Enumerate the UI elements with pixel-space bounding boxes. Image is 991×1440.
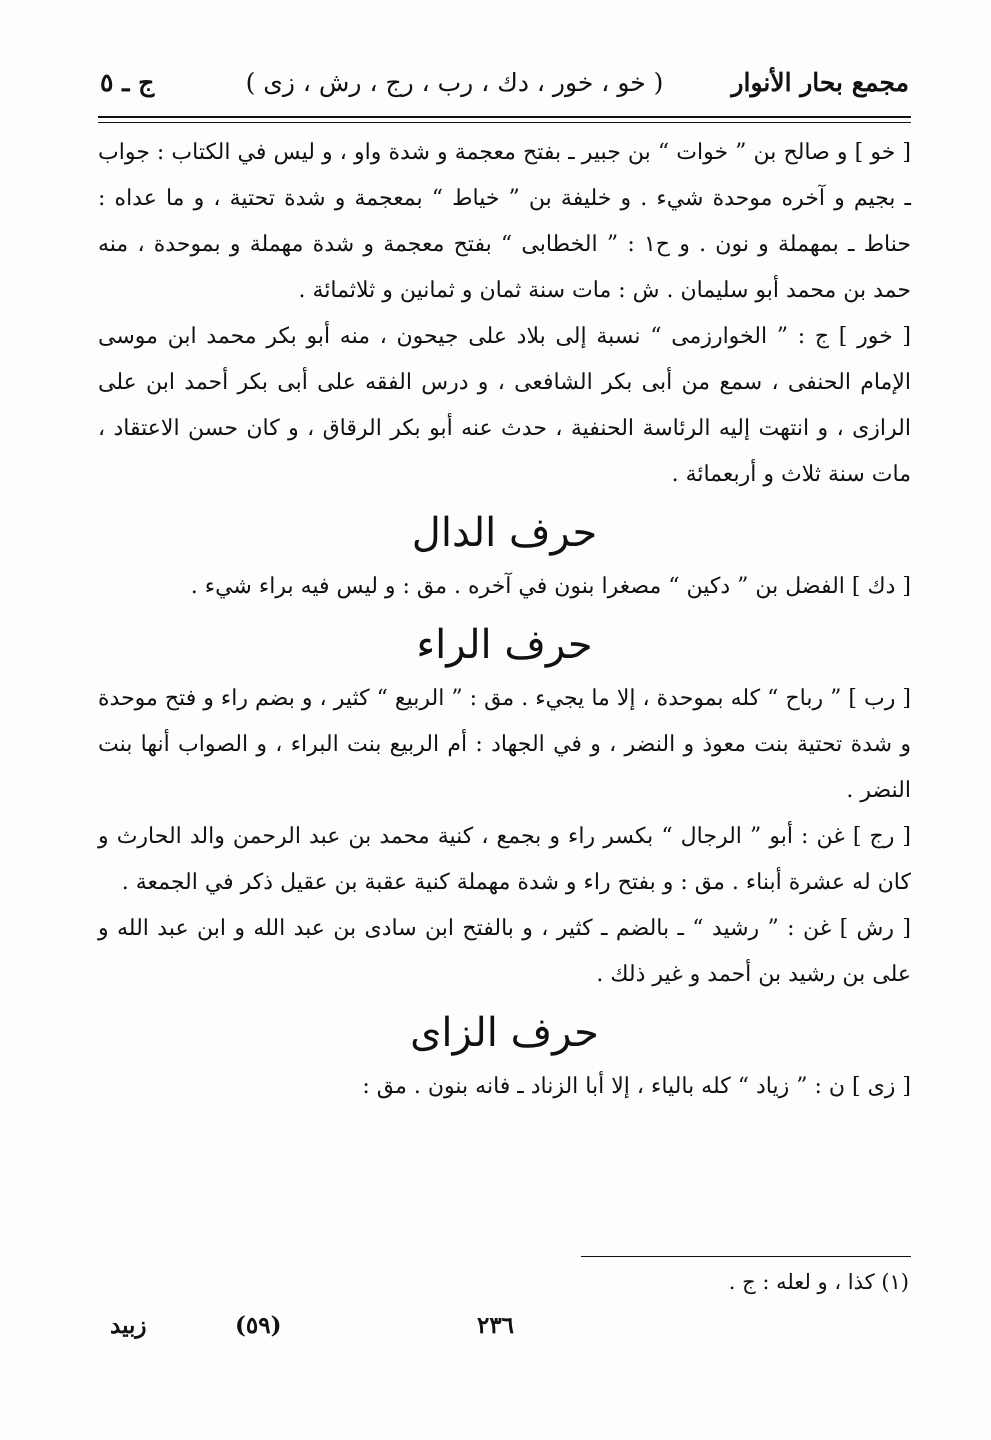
entries-range: ( خو ، خور ، دك ، رب ، رج ، رش ، زى ) xyxy=(245,67,664,97)
footnote-rule xyxy=(581,1256,911,1257)
paragraph-zay: [ زى ] ن : ” زياد “ كله بالياء ، إلا أبا الزناد ـ فانه بنون . مق : xyxy=(362,1074,911,1099)
header-rule xyxy=(98,116,911,123)
page-body xyxy=(98,130,911,1110)
volume-label: ج ـ ٥ xyxy=(100,67,155,97)
paragraph-khawr: [ خور ] ج : ” الخوارزمى “ نسبة إلى بلاد على جيحون ، منه أبو بكر محمد ابن موسى الإمام الحنفى ، سمع من أبى بكر الشافعى ، و درس الفقه على أبى بكر أحمد ابن على الرازى ، و انتهت إليه الرئاسة الحنفية ، حدث عنه أبو بكر الرقاق ، و كان حسن الاعتقاد ، مات سنة ثلاث و أربعمائة . xyxy=(98,324,911,487)
page-number: ٢٣٦ xyxy=(476,1312,515,1339)
paragraph-rash: [ رش ] غن : ” رشيد “ ـ بالضم ـ كثير ، و بالفتح ابن سادى بن عبد الله و ابن عبد الله و على بن رشيد بن أحمد و غير ذلك . xyxy=(98,916,911,987)
section-heading-dal: حرف الدال xyxy=(411,510,598,556)
section-heading-zay: حرف الزاى xyxy=(410,1010,599,1056)
paragraph-rab: [ رب ] ” رباح “ كله بموحدة ، إلا ما يجيء . مق : ” الربيع “ كثير ، و بضم راء و فتح موحدة و شدة تحتية بنت معوذ و النضر ، و في الجهاد : أم الربيع بنت البراء ، و الصواب أنها بنت النضر . xyxy=(98,686,911,803)
page-footer xyxy=(110,1312,881,1352)
paragraph-dak: [ دك ] الفضل بن ” دكين “ مصغرا بنون في آخره . مق : و ليس فيه براء شيء . xyxy=(190,574,911,599)
signature-number: (٥٩) xyxy=(235,1312,282,1339)
footnote: (١) كذا ، و لعله : ج . xyxy=(728,1270,909,1294)
paragraph-raj: [ رج ] غن : أبو ” الرجال “ بكسر راء و بجمع ، كنية محمد بن عبد الرحمن والد الحارث و كان له عشرة أبناء . مق : و بفتح راء و شدة مهملة كنية عقبة بن عقيل ذكر في الجمعة . xyxy=(98,824,911,895)
section-heading-ra: حرف الراء xyxy=(416,622,593,668)
running-header xyxy=(100,62,909,102)
signature-word: زبيد xyxy=(110,1312,147,1339)
book-title: مجمع بحار الأنوار xyxy=(731,67,909,97)
paragraph-khaw: [ خو ] و صالح بن ” خوات “ بن جبير ـ بفتح معجمة و شدة واو ، و ليس في الكتاب : جواب ـ بجيم و آخره موحدة شيء . و خليفة بن ” خياط “ بمعجمة و شدة تحتية ، و ما عداه : حناط ـ بمهملة و نون . و ح١ : ” الخطابى “ بفتح معجمة و شدة مهملة و بموحدة ، منه حمد بن محمد أبو سليمان . ش : مات سنة ثمان و ثمانين و ثلاثمائة . xyxy=(98,140,911,303)
